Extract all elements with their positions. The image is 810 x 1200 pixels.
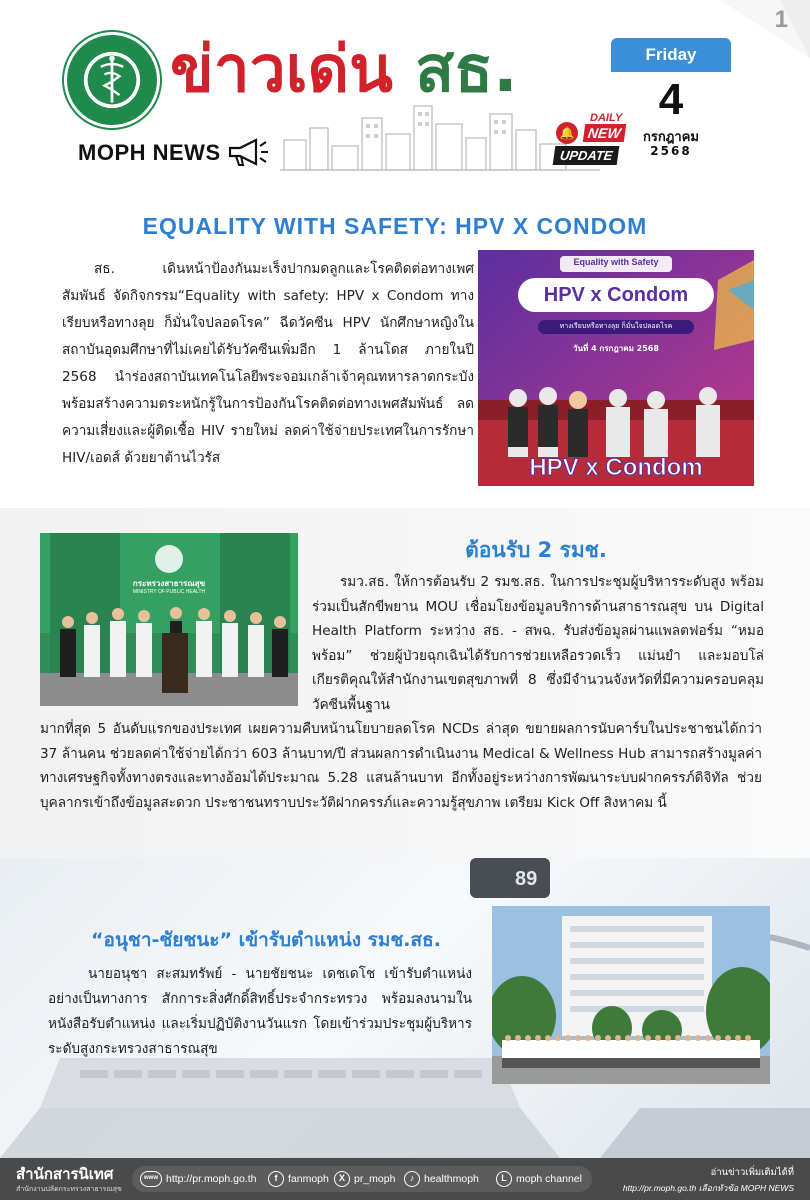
masthead-title-red: ข่าวเด่น [170, 33, 393, 107]
section3-title: “อนุชา-ชัยชนะ” เข้ารับตำแหน่ง รมช.สธ. [91, 929, 441, 951]
moph-news-label: MOPH NEWS [78, 140, 221, 165]
moph-logo [64, 32, 160, 128]
photo1-banner-main: HPV x Condom [543, 284, 689, 306]
photo1-stage-text: HPV x Condom [529, 454, 703, 481]
section2-body-top: รมว.สธ. ให้การต้อนรับ 2 รมช.สธ. ในการประชุมผู้บริหารระดับสูง พร้อมร่วมเป็นสักขีพยาน MOU เชื่อมโยงข้อมูลบริการด้านสาธารณสุข บน Digital Health Platform ระหว่าง สธ. - สพฉ. รับส่งข้อมูลผ่านแพลตฟอร์ม “หมอพร้อม” ช่วยผู้ป่วยฉุกเฉินได้รับการช่วยเหลือรวดเร็ว แม่นยำ และมอบโล่เกียรติคุณให้สำนักงานเขตสุขภาพที่ 8 ซึ่งมีจำนวนจังหวัดที่มีความครอบคลุมวัคซีนพื้นฐาน [312, 574, 764, 713]
bell-icon: 🔔 [556, 122, 578, 144]
new-badge: NEW [583, 124, 626, 142]
footer-link-label: http://pr.moph.go.th [166, 1173, 257, 1185]
footer-link-label: moph channel [516, 1173, 582, 1185]
line-icon: L [496, 1171, 512, 1187]
web-icon: www [140, 1171, 162, 1187]
welcome-deputy-ministers-photo [40, 533, 298, 706]
masthead-title [170, 30, 518, 110]
x-icon: X [334, 1171, 350, 1187]
photo1-banner-date: วันที่ 4 กรกฎาคม 2568 [573, 344, 659, 353]
date-year: 2568 [650, 144, 692, 158]
footer-link-line[interactable] [496, 1171, 582, 1187]
moph-logo-emblem-icon [67, 35, 157, 125]
footer-link-website[interactable] [140, 1171, 256, 1187]
page-curl-decoration [720, 0, 810, 58]
section3-body: นายอนุชา สะสมทรัพย์ - นายชัยชนะ เดชเดโช เข้ารับตำแหน่งอย่างเป็นทางการ สักการะสิ่งศักดิ์สิทธิ์ประจำกระทรวง พร้อมลงนามในหนังสือรับตำแหน่ง และเริ่มปฏิบัติงานวันแรก โดยเข้าร่วมประชุมผู้บริหารระดับสูงกระทรวงสาธารณสุข [48, 966, 472, 1057]
newsletter-header [0, 0, 810, 195]
date-day-number: 4 [658, 75, 684, 124]
footer-link-facebook[interactable] [268, 1171, 329, 1187]
megaphone-icon [226, 136, 270, 168]
footer-bar [0, 1158, 810, 1200]
footer-more-news-link[interactable]: http://pr.moph.go.th เลือกหัวข้อ MOPH NEWS [622, 1183, 794, 1193]
footer-link-label: pr_moph [354, 1173, 396, 1185]
footer-link-label: healthmoph [424, 1173, 479, 1185]
ministry-group-photo [492, 906, 770, 1084]
footer-link-x[interactable] [334, 1171, 395, 1187]
tiktok-instagram-icon: ♪ [404, 1171, 420, 1187]
section2-body-bottom: มากที่สุด 5 อันดับแรกของประเทศ เผยความคืบหน้านโยบายลดโรค NCDs ล่าสุด ขยายผลการนับคาร์บในประชาชนได้กว่า 37 ล้านคน ช่วยลดค่าใช้จ่ายได้กว่า 603 ล้านบาท/ปี ส่วนผลการดำเนินงาน Medical & Wellness Hub สามารถสร้างมูลค่าทางเศรษฐกิจทั้งทางตรงและทางอ้อมได้ประมาณ 5.28 แสนล้านบาท อีกทั้งอยู่ระหว่างการพัฒนาระบบฝากครรภ์ดิจิทัล ช่วยบุคลากรเข้าถึงข้อมูลสะดวก ประชาชนทราบประวัติฝากครรภ์และความรู้สุขภาพ เตรียม Kick Off สิงหาคม นี้ [40, 721, 762, 811]
photo2-backdrop-text: กระทรวงสาธารณสุข [132, 579, 206, 588]
footer-more-news-label: อ่านข่าวเพิ่มเติมได้ที่ [710, 1167, 794, 1178]
photo2-backdrop-sub: MINISTRY OF PUBLIC HEALTH [132, 589, 206, 595]
facebook-icon: f [268, 1171, 284, 1187]
photo1-banner-sub: ทางเรียบหรือทางลุย ก็มั่นใจปลอดโรค [559, 322, 673, 330]
update-badge: UPDATE [553, 146, 620, 165]
page-number: 1 [774, 6, 788, 33]
date-month: กรกฎาคม [642, 130, 700, 145]
photo1-banner-top: Equality with Safety [573, 257, 659, 267]
section1-title: EQUALITY WITH SAFETY: HPV X CONDOM [142, 213, 648, 239]
date-day-name: Friday [611, 38, 731, 72]
date-card [611, 38, 731, 162]
footer-org-name: สำนักสารนิเทศ [16, 1165, 114, 1183]
hpv-condom-event-photo [478, 250, 754, 486]
city-skyline-illustration [280, 100, 600, 172]
bg-monitor-reading: 89 [515, 868, 538, 890]
section1-body: สธ. เดินหน้าป้องกันมะเร็งปากมดลูกและโรคติดต่อทางเพศสัมพันธ์ จัดกิจกรรม“Equality with safety: HPV x Condom ทางเรียบหรือทางลุย ก็มั่นใจปลอดโรค” ฉีดวัคซีน HPV นักศึกษาหญิงในสถาบันอุดมศึกษาที่ไม่เคยได้รับวัคซีนเพิ่มอีก 1 ล้านโดส ภายในปี 2568 นำร่องสถาบันเทคโนโลยีพระจอมเกล้าเจ้าคุณทหารลาดกระบัง พร้อมสร้างความตระหนักรู้ในการป้องกันโรคติดต่อทางเพศสัมพันธ์ ลดความเสี่ยงและผู้ติดเชื้อ HIV รายใหม่ ลดค่าใช้จ่ายประเทศในการรักษา HIV/เอดส์ ด้วยยาต้านไวรัส [62, 261, 474, 466]
daily-badge-text: DAILY [590, 112, 623, 124]
section2-title: ต้อนรับ 2 รมช. [465, 538, 607, 562]
footer-link-tiktok-instagram[interactable] [404, 1171, 479, 1187]
footer-link-label: fanmoph [288, 1173, 329, 1185]
footer-org-subtitle: สำนักงานปลัดกระทรวงสาธารณสุข [16, 1185, 122, 1193]
masthead-title-green: สธ. [415, 33, 518, 107]
